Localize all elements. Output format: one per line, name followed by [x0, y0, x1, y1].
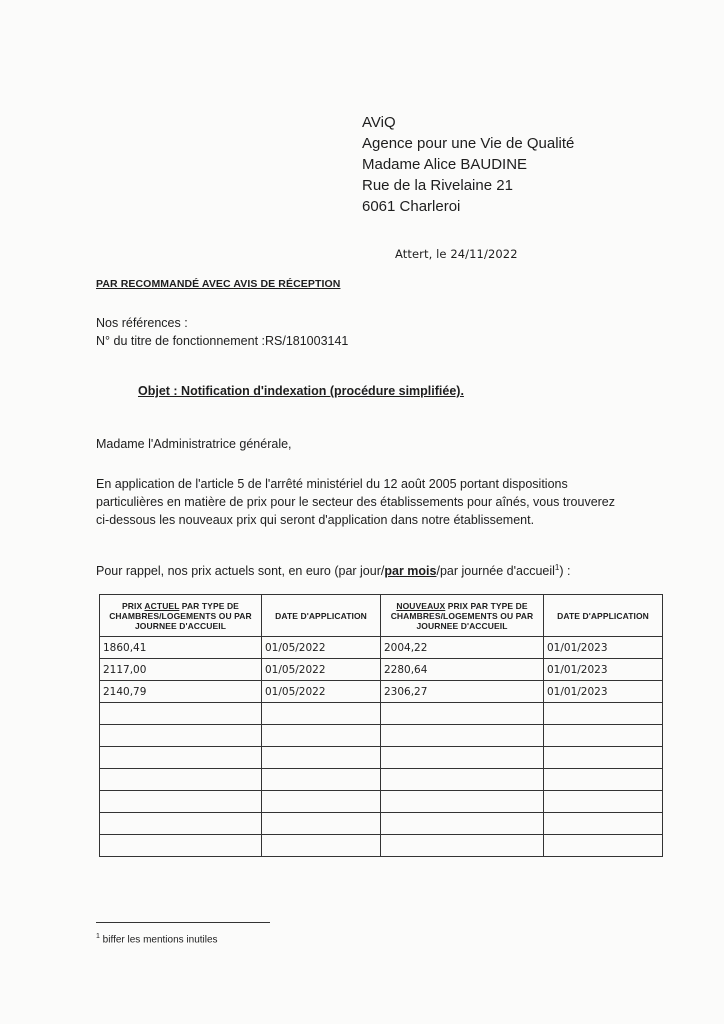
- reminder-end: ) :: [559, 564, 571, 579]
- body-line: ci-dessous les nouveaux prix qui seront d'application dans notre établissement.: [96, 513, 535, 527]
- table-row: [100, 659, 663, 681]
- cell-current-date: [262, 703, 381, 725]
- header-date-application-current: DATE D'APPLICATION: [262, 595, 381, 637]
- header-current-price: PRIX ACTUEL PAR TYPE DE CHAMBRES/LOGEMENTS OU PAR JOURNEE D'ACCUEIL: [100, 595, 262, 637]
- recipient-address: [362, 112, 574, 217]
- footnote-text: biffer les mentions inutiles: [99, 934, 218, 946]
- cell-current-date: [262, 835, 381, 857]
- table-row: [100, 681, 663, 703]
- price-reminder: [96, 563, 570, 578]
- cell-new-date: [544, 835, 663, 857]
- recipient-line: 6061 Charleroi: [362, 198, 461, 215]
- body-line: En application de l'article 5 de l'arrêté ministériel du 12 août 2005 portant dispositions: [96, 477, 568, 491]
- cell-new-price: [381, 769, 544, 791]
- cell-new-price: [381, 835, 544, 857]
- cell-current-date: 01/05/2022: [262, 681, 381, 703]
- reminder-text-after: /par journée d'accueil: [436, 564, 555, 579]
- cell-new-price: [381, 747, 544, 769]
- subject-line: Objet : Notification d'indexation (procédure simplifiée).: [138, 384, 464, 398]
- recipient-line: Agence pour une Vie de Qualité: [362, 135, 575, 152]
- cell-new-date: [544, 769, 663, 791]
- cell-new-date: [544, 791, 663, 813]
- cell-new-date: 01/01/2023: [544, 659, 663, 681]
- recipient-line: Rue de la Rivelaine 21: [362, 177, 513, 194]
- footnote-mark: 1: [96, 933, 100, 940]
- footnote-reference: 1: [554, 563, 560, 572]
- cell-current-price: [100, 703, 262, 725]
- footnote-separator: [96, 922, 270, 923]
- table-row: [100, 835, 663, 857]
- cell-current-price: [100, 725, 262, 747]
- recipient-line: AViQ: [362, 114, 396, 131]
- table-row: [100, 725, 663, 747]
- registered-mail-notice: PAR RECOMMANDÉ AVEC AVIS DE RÉCEPTION: [96, 278, 341, 290]
- cell-current-price: [100, 791, 262, 813]
- cell-new-price: 2004,22: [381, 637, 544, 659]
- recipient-line: Madame Alice BAUDINE: [362, 156, 528, 173]
- cell-new-price: 2280,64: [381, 659, 544, 681]
- cell-current-price: [100, 747, 262, 769]
- cell-new-price: [381, 725, 544, 747]
- table-header-row: [100, 595, 663, 637]
- cell-current-date: 01/05/2022: [262, 637, 381, 659]
- header-date-application-new: DATE D'APPLICATION: [544, 595, 663, 637]
- cell-current-date: 01/05/2022: [262, 659, 381, 681]
- body-paragraph: [96, 475, 616, 529]
- table-row: [100, 703, 663, 725]
- cell-new-date: [544, 813, 663, 835]
- header-new-price: NOUVEAUX PRIX PAR TYPE DE CHAMBRES/LOGEMENTS OU PAR JOURNEE D'ACCUEIL: [381, 595, 544, 637]
- cell-new-date: 01/01/2023: [544, 681, 663, 703]
- footnote: [96, 933, 218, 945]
- cell-new-price: [381, 703, 544, 725]
- cell-current-price: [100, 769, 262, 791]
- table-row: [100, 747, 663, 769]
- reminder-period: par mois: [384, 564, 437, 579]
- cell-current-date: [262, 725, 381, 747]
- references: [96, 314, 348, 350]
- cell-current-price: [100, 835, 262, 857]
- cell-current-price: 2117,00: [100, 659, 262, 681]
- cell-current-price: 2140,79: [100, 681, 262, 703]
- cell-new-price: [381, 813, 544, 835]
- license-number: N° du titre de fonctionnement :RS/181003141: [96, 334, 349, 348]
- body-line: particulières en matière de prix pour le secteur des établissements pour aînés, vous trouverez: [96, 495, 616, 509]
- cell-current-date: [262, 791, 381, 813]
- cell-new-date: [544, 747, 663, 769]
- references-label: Nos références :: [96, 316, 188, 330]
- cell-current-price: [100, 813, 262, 835]
- date-line: Attert, le 24/11/2022: [395, 247, 518, 261]
- cell-new-price: 2306,27: [381, 681, 544, 703]
- cell-new-date: 01/01/2023: [544, 637, 663, 659]
- table-row: [100, 769, 663, 791]
- table-row: [100, 813, 663, 835]
- cell-current-price: 1860,41: [100, 637, 262, 659]
- cell-new-date: [544, 703, 663, 725]
- cell-new-date: [544, 725, 663, 747]
- cell-current-date: [262, 747, 381, 769]
- cell-current-date: [262, 769, 381, 791]
- table-row: [100, 791, 663, 813]
- cell-new-price: [381, 791, 544, 813]
- price-table: [99, 594, 663, 857]
- cell-current-date: [262, 813, 381, 835]
- reminder-text: Pour rappel, nos prix actuels sont, en euro (par jour/: [96, 564, 385, 579]
- salutation: Madame l'Administratrice générale,: [96, 437, 292, 451]
- table-row: [100, 637, 663, 659]
